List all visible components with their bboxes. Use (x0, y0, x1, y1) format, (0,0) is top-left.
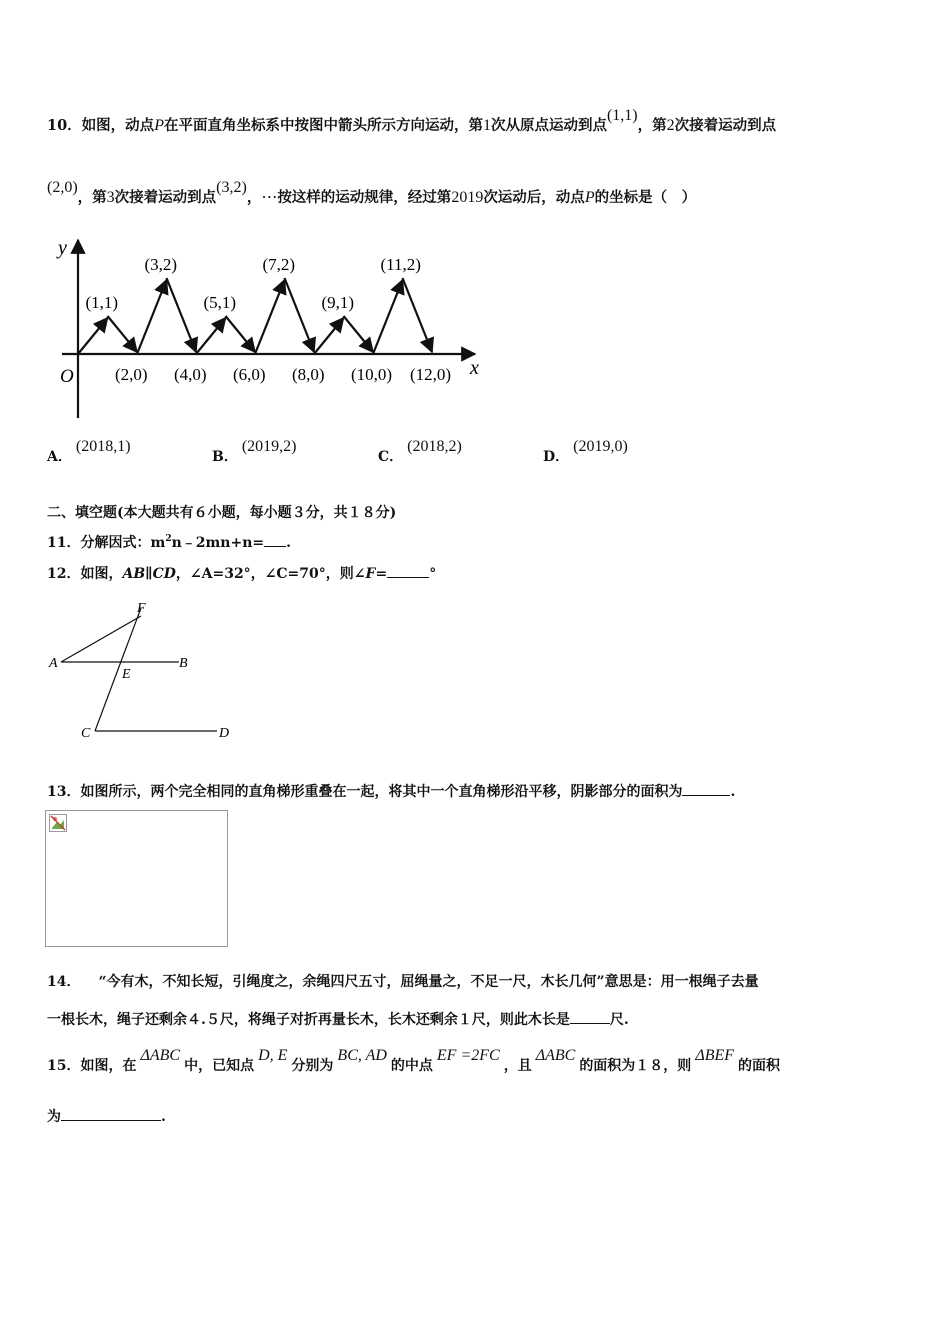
q15-line1 (47, 1047, 781, 1076)
q11-answer-blank[interactable] (264, 532, 286, 547)
path-segment (226, 316, 256, 352)
label-f: F (137, 601, 146, 616)
q12-text: ， (175, 566, 190, 582)
q10-point-3: (3,2) (216, 179, 247, 196)
q10-number-2: 2 (666, 117, 675, 134)
q10-line2 (47, 179, 697, 208)
path-segment (78, 318, 108, 354)
option-value: (2018,2) (407, 438, 462, 455)
q15-text: ，且 (503, 1058, 532, 1074)
option-value: (2019,0) (573, 438, 628, 455)
q15-text: 为 (47, 1109, 61, 1125)
path-segment (137, 280, 167, 354)
bottom-label: (2,0) (115, 365, 148, 384)
q12-text: ， (250, 566, 265, 582)
q10-line1 (47, 107, 777, 136)
ellipsis: ⋯ (261, 189, 278, 206)
q12-number: 12． (47, 566, 81, 582)
label-a: A (49, 656, 58, 671)
q10-coordinate-graph (50, 232, 490, 422)
q15-points-de: D, E (258, 1047, 288, 1064)
q10-text: ，第 (77, 189, 107, 206)
q15-triangle-abc: ΔABC (140, 1047, 181, 1064)
q13-answer-blank[interactable] (682, 781, 730, 796)
origin-label: O (60, 366, 74, 387)
path-segment (344, 316, 374, 352)
y-axis-label: y (58, 237, 67, 259)
q10-text: 在平面直角坐标系中按图中箭头所示方向运动，第 (163, 117, 483, 134)
q15-number: 15． (47, 1058, 81, 1074)
option-a[interactable] (47, 438, 131, 466)
q12-angle-c: ∠C=70° (264, 566, 326, 582)
q15-line2 (47, 1106, 166, 1127)
peak-label: (5,1) (203, 293, 237, 312)
q15-text: 分别为 (291, 1058, 334, 1074)
path-segment (255, 280, 285, 354)
q14-line1 (47, 972, 759, 992)
q15-answer-blank[interactable] (61, 1106, 161, 1121)
x-axis-label: x (470, 357, 479, 379)
q14-line2 (47, 1009, 629, 1030)
q15-triangle-bef: ΔBEF (695, 1047, 735, 1064)
bottom-label: (8,0) (292, 365, 325, 384)
q12-angle-a: ∠A=32° (189, 566, 251, 582)
q13-text: 如图所示，两个完全相同的直角梯形重叠在一起，将其中一个直角梯形沿平移，阴影部分的面积为 (80, 784, 683, 800)
q12-answer-blank[interactable] (387, 563, 429, 578)
q13-figure-placeholder (45, 810, 228, 947)
option-d[interactable] (543, 438, 628, 466)
q10-text: ， (246, 189, 262, 206)
q10-text: ，第 (637, 117, 667, 134)
q10-number-3: 3 (106, 189, 115, 206)
q11-number: 11． (47, 534, 81, 551)
q10-text: 如图，动点 (81, 117, 155, 134)
motion-path (78, 278, 432, 354)
q14-number: 14． (47, 974, 81, 990)
peak-labels (86, 255, 421, 312)
q10-text: 次从原点运动到点 (490, 117, 607, 134)
q15-text: 如图，在 (80, 1058, 137, 1074)
q11-end: . (286, 534, 292, 551)
q10-point-2: (2,0) (47, 179, 78, 196)
option-letter: A． (47, 449, 72, 465)
path-segment (314, 318, 344, 354)
label-c: C (81, 726, 91, 741)
bottom-label: (4,0) (174, 365, 207, 384)
peak-label: (9,1) (321, 293, 355, 312)
q15-triangle-abc-2: ΔABC (535, 1047, 576, 1064)
q10-text: 次运动后，动点 (483, 189, 585, 206)
q10-number: 10． (47, 117, 82, 134)
q12-figure (45, 598, 245, 743)
q12-parallel: AB∥CD (122, 566, 176, 582)
q12-angle-f: ∠F= (353, 566, 388, 582)
path-segment (403, 278, 433, 352)
q14-text: 尺. (609, 1012, 629, 1028)
q10-text: 的坐标是（ ） (594, 189, 697, 206)
broken-image-icon (49, 814, 67, 832)
option-b[interactable] (212, 438, 297, 466)
q14-answer-blank[interactable] (570, 1009, 610, 1024)
q12-text: 如图， (80, 566, 123, 582)
peak-label: (11,2) (380, 255, 421, 274)
peak-label: (3,2) (144, 255, 178, 274)
q10-text: 次接着运动到点 (114, 189, 217, 206)
q13-number: 13． (47, 784, 81, 800)
bottom-label: (10,0) (351, 365, 393, 384)
option-c[interactable] (378, 438, 462, 466)
q10-number-1: 1 (482, 117, 491, 134)
label-e: E (122, 667, 131, 682)
point-p: P (584, 189, 595, 206)
q15-text: 的中点 (390, 1058, 433, 1074)
q15-segments: BC, AD (337, 1047, 387, 1064)
q15-text: 的面积 (738, 1058, 781, 1074)
path-segment (285, 278, 315, 352)
bottom-labels (115, 365, 451, 384)
option-letter: C． (378, 449, 404, 465)
q11-line (47, 529, 291, 553)
bottom-label: (12,0) (410, 365, 452, 384)
q15-text: 中，已知点 (184, 1058, 255, 1074)
section-title: 二、填空题(本大题共有６小题，每小题３分，共１８分) (47, 505, 397, 521)
bottom-label: (6,0) (233, 365, 266, 384)
q13-line (47, 781, 735, 802)
q10-text: 按这样的运动规律，经过第 (277, 189, 452, 206)
peak-label: (1,1) (85, 293, 119, 312)
option-value: (2019,2) (241, 438, 297, 455)
q15-text: 的面积为１８，则 (579, 1058, 692, 1074)
q11-text: 分解因式：m (80, 534, 166, 551)
q13-end: . (730, 784, 736, 800)
label-b: B (179, 656, 188, 671)
q11-superscript: 2 (165, 534, 172, 544)
q10-number-2019: 2019 (451, 189, 484, 206)
point-p: P (154, 117, 164, 134)
label-d: D (219, 726, 230, 741)
line-fc (95, 608, 141, 731)
q10-point-1: (1,1) (606, 107, 638, 124)
option-value: (2018,1) (75, 438, 131, 455)
q15-end: . (161, 1109, 166, 1125)
q12-end: ° (429, 566, 437, 582)
q12-text: ，则 (325, 566, 354, 582)
q10-text: 次接着运动到点 (674, 117, 777, 134)
path-segment (108, 316, 138, 352)
q12-line (47, 563, 436, 584)
option-letter: B． (212, 449, 238, 465)
peak-label: (7,2) (262, 255, 296, 274)
path-segment (373, 280, 403, 354)
q14-text: 一根长木，绳子还剩余４.５尺，将绳子对折再量长木，长木还剩余１尺，则此木长是 (47, 1012, 570, 1028)
q15-ef-relation: EF =2FC (436, 1047, 500, 1064)
option-letter: D． (543, 449, 570, 465)
q11-text: n﹣2mn+n= (171, 534, 265, 551)
path-segment (167, 278, 197, 352)
q14-text: “今有木，不知长短，引绳度之，余绳四尺五寸，屈绳量之，不足一尺，木长几何”意思是：用一根绳子去量 (98, 974, 759, 990)
path-segment (196, 318, 226, 354)
